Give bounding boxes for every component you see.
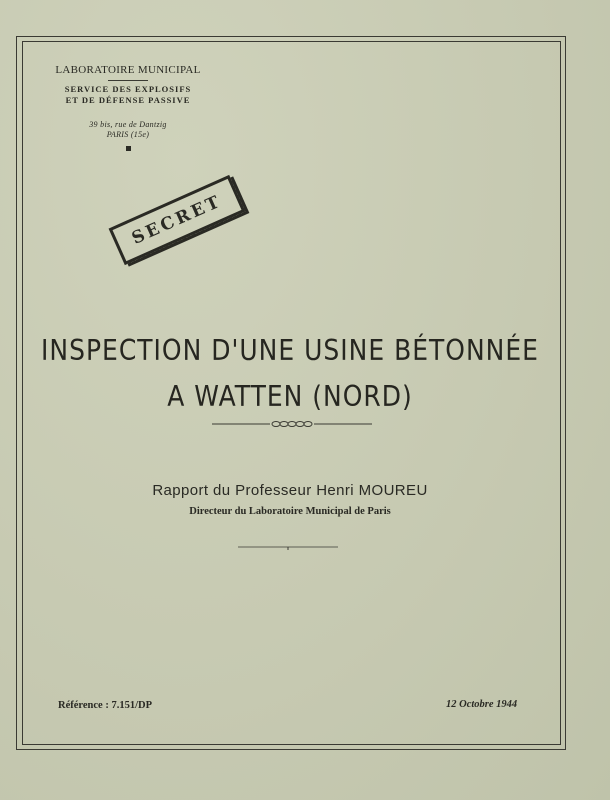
institution-name: LABORATOIRE MUNICIPAL [55, 64, 201, 76]
ornament-divider-icon [212, 419, 372, 429]
letterhead-rule [108, 80, 148, 81]
address-line-2: PARIS (15e) [106, 130, 150, 139]
service-line-1: SERVICE DES EXPLOSIFS [64, 84, 192, 94]
reference-number: Référence : 7.151/DP [58, 700, 152, 711]
service-line-2: ET DE DÉFENSE PASSIVE [65, 95, 191, 105]
address-line-1: 39 bis, rue de Dantzig [89, 120, 167, 129]
title-line-2: A WATTEN (NORD) [167, 379, 413, 414]
letterhead [48, 64, 208, 151]
document-title [40, 328, 540, 420]
document-date: 12 Octobre 1944 [446, 699, 518, 710]
small-divider [238, 544, 338, 550]
author-line: Rapport du Professeur Henri MOUREU [152, 482, 428, 499]
title-line-1: INSPECTION D'UNE USINE BÉTONNÉE [41, 333, 539, 368]
square-mark-icon [126, 146, 131, 151]
author-role: Directeur du Laboratoire Municipal de Paris [189, 506, 391, 517]
stamp-text: SECRET [128, 191, 226, 249]
